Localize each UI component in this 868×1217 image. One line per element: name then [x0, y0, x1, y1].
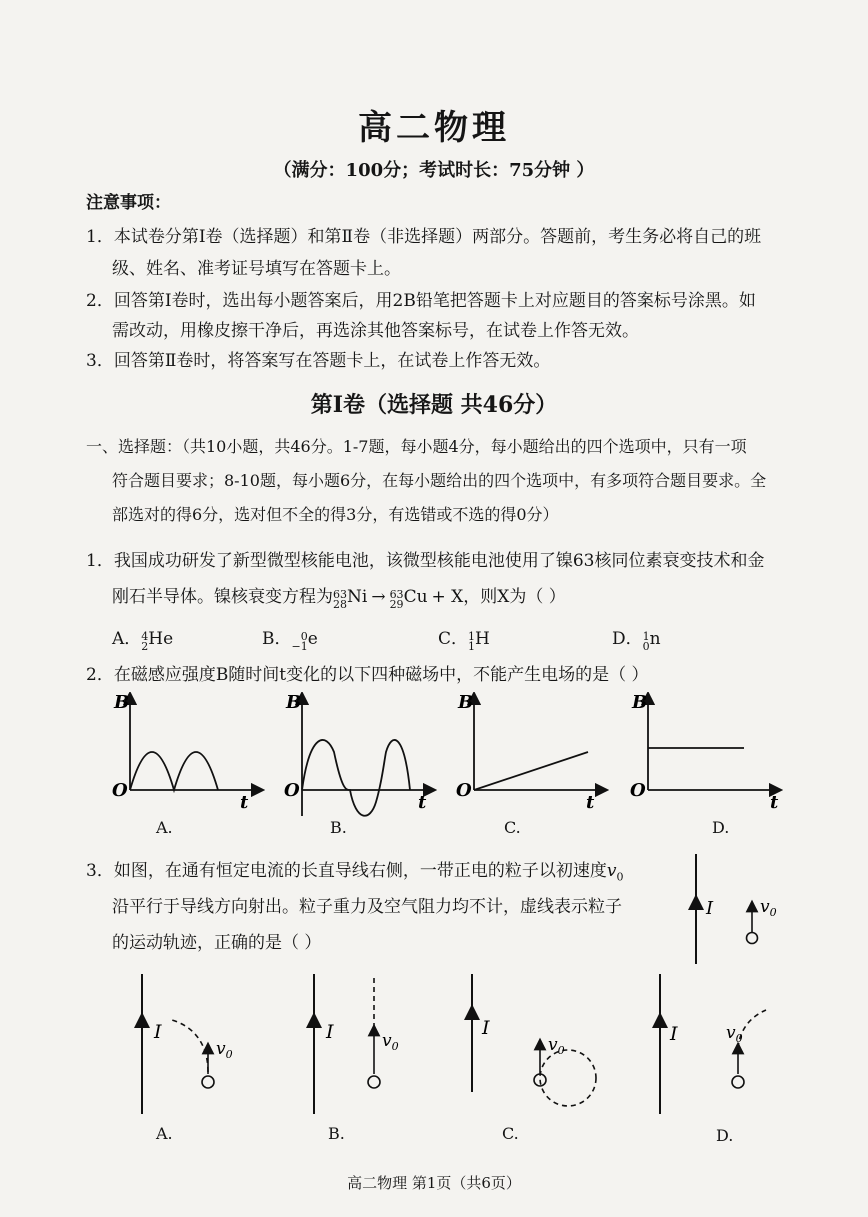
axis-label-t: t [240, 792, 249, 812]
q2-graph-a[interactable] [108, 692, 268, 812]
q1-option-d[interactable]: D． 1 0 n [612, 629, 661, 653]
note-line: 需改动，用橡皮擦干净后，再选涂其他答案标号，在试卷上作答无效。 [112, 321, 639, 341]
velocity-label: $v_0$ [760, 897, 777, 919]
axis-label-t: t [586, 792, 595, 812]
particle [747, 933, 758, 944]
q2-graph-d[interactable] [626, 692, 786, 812]
note-line: 2．回答第Ⅰ卷时，选出每小题答案后，用2B铅笔把答题卡上对应题目的答案标号涂黑。如 [86, 291, 756, 311]
origin-label: O [284, 780, 300, 801]
velocity-label: $v_0$ [726, 1023, 743, 1045]
q3-option-b-figure[interactable] [292, 968, 432, 1118]
section-instructions: 一、选择题：（共10小题，共46分。1-7题，每小题4分，每小题给出的四个选项中，只有一项 [86, 437, 747, 456]
current-label: I [482, 1017, 490, 1039]
curve-rectified-sine [130, 752, 218, 790]
note-line: 级、姓名、准考证号填写在答题卡上。 [112, 259, 401, 279]
curve-linear [474, 752, 588, 790]
q3-stem: 3．如图，在通有恒定电流的长直导线右侧，一带正电的粒子以初速度$v_0$ [86, 861, 624, 884]
axis-label-t: t [418, 792, 427, 813]
section-title: 第Ⅰ卷（选择题 共46分） [310, 392, 558, 418]
velocity-label: $v_0$ [548, 1035, 565, 1057]
curve-sine [302, 740, 410, 816]
q2-option-d-label: D. [712, 818, 730, 837]
origin-label: O [630, 780, 646, 801]
isotope-ni: 63 28 [333, 588, 347, 611]
q2-graph-c[interactable] [452, 692, 612, 812]
q3-option-b-label: B. [328, 1124, 345, 1143]
page-subtitle: （满分：100分；考试时长：75分钟 ） [273, 160, 595, 181]
q2-option-a-label: A. [156, 818, 173, 837]
q3-stem-2: 沿平行于导线方向射出。粒子重力及空气阻力均不计，虚线表示粒子 [112, 897, 622, 917]
current-label: I [670, 1023, 678, 1045]
q3-option-c-figure[interactable] [458, 968, 608, 1118]
particle [732, 1076, 744, 1088]
q3-option-a-label: A. [156, 1124, 173, 1143]
q2-option-b-label: B. [330, 818, 347, 837]
origin-label: O [112, 780, 128, 801]
q3-option-a-figure[interactable] [120, 968, 260, 1118]
q1-option-a[interactable]: A． 4 2 He [112, 629, 174, 653]
axis-label-b: B [632, 692, 648, 713]
section-instructions: 部选对的得6分，选对但不全的得3分，有选错或不选的得0分） [112, 505, 559, 524]
q3-option-c-label: C. [502, 1124, 519, 1143]
velocity-label: $v_0$ [382, 1031, 399, 1053]
q2-option-c-label: C. [504, 818, 521, 837]
isotope-cu: 63 29 [389, 588, 404, 611]
q3-option-d-figure[interactable] [638, 968, 788, 1118]
q2-graph-b[interactable] [280, 692, 440, 822]
particle [202, 1076, 214, 1088]
axis-label-b: B [458, 692, 474, 713]
axis-label-t: t [770, 792, 779, 812]
axis-label-b: B [286, 692, 302, 713]
page-footer: 高二物理 第1页（共6页） [347, 1174, 521, 1192]
origin-label: O [456, 780, 472, 801]
q3-option-d-label: D. [716, 1126, 734, 1145]
particle [368, 1076, 380, 1088]
section-instructions: 符合题目要求；8-10题，每小题6分，在每小题给出的四个选项中，有多项符合题目要求。全 [112, 471, 767, 490]
page-title: 高二物理 [358, 108, 510, 148]
current-label: I [706, 898, 714, 919]
current-label: I [154, 1021, 162, 1043]
q3-stem-3: 的运动轨迹，正确的是（ ） [112, 933, 322, 953]
q1-stem: 1．我国成功研发了新型微型核能电池，该微型核能电池使用了镍63核同位素衰变技术和金 [86, 551, 765, 571]
velocity-label: $v_0$ [216, 1039, 233, 1061]
current-label: I [326, 1021, 334, 1043]
q1-option-b[interactable]: B． 0 −1 e [262, 629, 318, 653]
notes-heading: 注意事项： [86, 193, 171, 213]
q3-reference-figure [678, 850, 798, 970]
axis-label-b: B [114, 692, 130, 713]
q1-option-c[interactable]: C． 1 1 H [438, 629, 490, 653]
q2-stem: 2．在磁感应强度B随时间t变化的以下四种磁场中，不能产生电场的是（ ） [86, 665, 649, 685]
trajectory-circle [540, 1050, 596, 1106]
q1-stem-2: 刚石半导体。镍核衰变方程为 63 28 Ni → 63 29 Cu + X，则X为（ ） [112, 587, 566, 611]
note-line: 1．本试卷分第Ⅰ卷（选择题）和第Ⅱ卷（非选择题）两部分。答题前，考生务必将自己的班 [86, 227, 762, 247]
note-line: 3．回答第Ⅱ卷时，将答案写在答题卡上，在试卷上作答无效。 [86, 351, 551, 371]
trajectory-curve-left [172, 1020, 208, 1072]
